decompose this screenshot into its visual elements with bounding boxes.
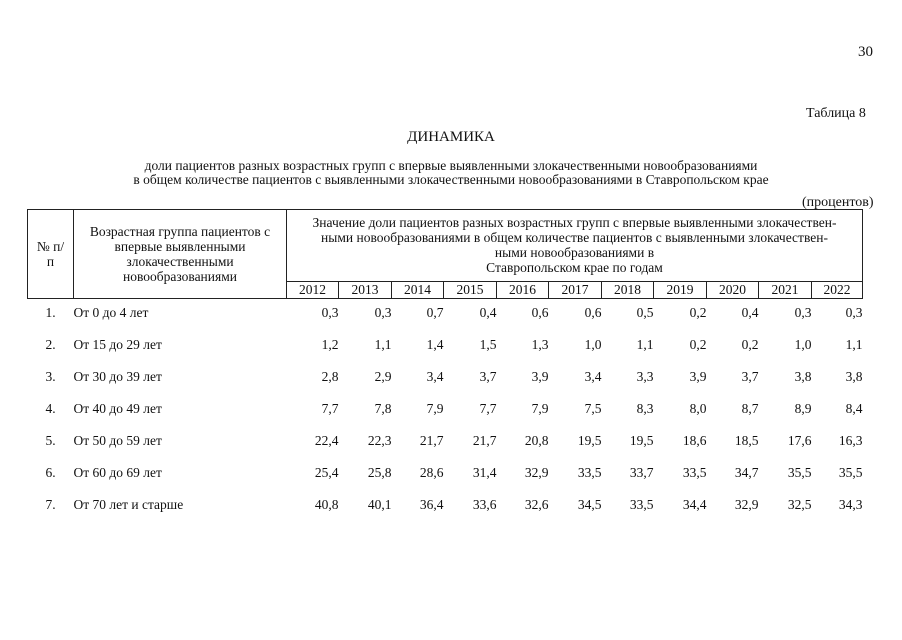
row-age-group-text: От 40 до 49 лет [73, 401, 162, 416]
value-cell-2020 [707, 491, 759, 523]
value-cell-2019 [654, 459, 707, 491]
value-text: 1,1 [636, 337, 654, 352]
value-cell-2022 [812, 427, 863, 459]
year-header-2012: 2012 [287, 281, 339, 298]
value-text: 0,6 [531, 305, 549, 320]
value-cell-2020 [707, 331, 759, 363]
value-text: 33,5 [577, 465, 602, 480]
page-number: 30 [858, 44, 873, 60]
value-cell-2018 [602, 395, 654, 427]
row-age-group [74, 395, 287, 427]
table-row [28, 427, 863, 459]
value-text: 32,9 [524, 465, 549, 480]
value-cell-2021 [759, 459, 812, 491]
value-text: 0,3 [845, 305, 863, 320]
value-cell-2015 [444, 395, 497, 427]
value-text: 1,1 [845, 337, 863, 352]
row-age-group [74, 299, 287, 332]
value-text: 8,7 [741, 401, 759, 416]
year-header-2017: 2017 [549, 281, 602, 298]
value-text: 28,6 [419, 465, 444, 480]
value-cell-2018 [602, 491, 654, 523]
units-label: (процентов) [802, 195, 874, 210]
table-body [28, 299, 863, 524]
value-cell-2014 [392, 459, 444, 491]
value-cell-2019 [654, 363, 707, 395]
year-header-2018: 2018 [602, 281, 654, 298]
value-cell-2021 [759, 299, 812, 332]
value-cell-2014 [392, 299, 444, 332]
value-cell-2018 [602, 459, 654, 491]
row-number-text: 4. [45, 401, 56, 416]
value-cell-2016 [497, 363, 549, 395]
value-cell-2015 [444, 491, 497, 523]
year-header-2014: 2014 [392, 281, 444, 298]
table-row [28, 299, 863, 332]
value-text: 31,4 [472, 465, 497, 480]
value-text: 7,8 [374, 401, 392, 416]
value-text: 0,4 [479, 305, 497, 320]
value-cell-2019 [654, 299, 707, 332]
value-text: 2,8 [321, 369, 339, 384]
header-value-line-4: Ставропольском крае по годам [486, 260, 663, 276]
value-cell-2019 [654, 491, 707, 523]
value-cell-2021 [759, 491, 812, 523]
value-text: 33,7 [629, 465, 654, 480]
value-text: 40,1 [367, 497, 392, 512]
value-text: 7,7 [321, 401, 339, 416]
subtitle-line-1: доли пациентов разных возрастных групп с впервые выявленными злокачественными новообразованиями [144, 158, 758, 173]
value-cell-2017 [549, 363, 602, 395]
value-text: 7,9 [426, 401, 444, 416]
value-cell-2013 [339, 459, 392, 491]
value-text: 0,3 [321, 305, 339, 320]
value-text: 22,4 [314, 433, 339, 448]
value-text: 0,2 [689, 305, 707, 320]
value-text: 3,9 [689, 369, 707, 384]
value-cell-2014 [392, 427, 444, 459]
value-cell-2015 [444, 363, 497, 395]
table-row [28, 459, 863, 491]
table-row [28, 491, 863, 523]
header-value-line-2: ными новообразованиями в общем количестве пациентов с выявленными злокачествен- [321, 230, 828, 246]
value-cell-2020 [707, 299, 759, 332]
value-cell-2012 [287, 331, 339, 363]
value-text: 21,7 [419, 433, 444, 448]
value-text: 33,5 [629, 497, 654, 512]
value-text: 35,5 [838, 465, 863, 480]
value-text: 3,9 [531, 369, 549, 384]
value-text: 7,9 [531, 401, 549, 416]
value-cell-2018 [602, 299, 654, 332]
table-row [28, 331, 863, 363]
value-cell-2015 [444, 331, 497, 363]
value-cell-2016 [497, 395, 549, 427]
value-text: 2,9 [374, 369, 392, 384]
year-header-2016: 2016 [497, 281, 549, 298]
value-cell-2021 [759, 363, 812, 395]
value-text: 1,0 [794, 337, 812, 352]
value-cell-2018 [602, 427, 654, 459]
year-header-2013: 2013 [339, 281, 392, 298]
value-text: 33,5 [682, 465, 707, 480]
value-text: 0,2 [741, 337, 759, 352]
subtitle-line-2: в общем количестве пациентов с выявленными злокачественными новообразованиями в Ставропольском крае [133, 172, 769, 187]
row-age-group [74, 459, 287, 491]
value-cell-2019 [654, 427, 707, 459]
row-age-group-text: От 15 до 29 лет [73, 337, 162, 352]
value-cell-2012 [287, 363, 339, 395]
value-cell-2017 [549, 491, 602, 523]
header-age-group-text: Возрастная группа пациентов с впервые выявленными злокачественными новообразованиями [89, 224, 271, 284]
header-number-text: № п/п [36, 239, 65, 269]
header-age-group [74, 210, 287, 299]
value-text: 3,8 [845, 369, 863, 384]
value-text: 0,3 [794, 305, 812, 320]
row-number [28, 459, 74, 491]
value-text: 3,4 [426, 369, 444, 384]
value-cell-2022 [812, 395, 863, 427]
value-cell-2022 [812, 331, 863, 363]
row-number-text: 1. [45, 305, 56, 320]
row-number [28, 363, 74, 395]
row-age-group-text: От 60 до 69 лет [73, 465, 162, 480]
row-age-group [74, 427, 287, 459]
header-value [287, 210, 863, 282]
row-age-group-text: От 50 до 59 лет [73, 433, 162, 448]
value-text: 33,6 [472, 497, 497, 512]
row-number-text: 2. [45, 337, 56, 352]
row-number-text: 5. [45, 433, 56, 448]
value-text: 1,3 [531, 337, 549, 352]
value-cell-2019 [654, 395, 707, 427]
value-cell-2016 [497, 299, 549, 332]
table-label: Таблица 8 [806, 106, 866, 121]
value-cell-2016 [497, 459, 549, 491]
value-text: 22,3 [367, 433, 392, 448]
table-row [28, 395, 863, 427]
value-text: 7,7 [479, 401, 497, 416]
value-cell-2021 [759, 331, 812, 363]
value-cell-2018 [602, 331, 654, 363]
value-text: 0,3 [374, 305, 392, 320]
value-text: 34,5 [577, 497, 602, 512]
row-number-text: 6. [45, 465, 56, 480]
value-cell-2017 [549, 331, 602, 363]
year-header-2019: 2019 [654, 281, 707, 298]
value-text: 0,5 [636, 305, 654, 320]
document-title-text: ДИНАМИКА [407, 129, 495, 145]
value-cell-2016 [497, 331, 549, 363]
value-text: 0,7 [426, 305, 444, 320]
value-text: 1,2 [321, 337, 339, 352]
document-title [0, 129, 902, 146]
value-text: 19,5 [629, 433, 654, 448]
value-cell-2013 [339, 491, 392, 523]
value-text: 3,7 [741, 369, 759, 384]
row-number [28, 427, 74, 459]
value-text: 0,4 [741, 305, 759, 320]
row-number-text: 7. [45, 497, 56, 512]
row-age-group-text: От 30 до 39 лет [73, 369, 162, 384]
value-text: 7,5 [584, 401, 602, 416]
value-text: 0,2 [689, 337, 707, 352]
row-number [28, 331, 74, 363]
value-text: 8,3 [636, 401, 654, 416]
value-cell-2022 [812, 491, 863, 523]
value-cell-2021 [759, 427, 812, 459]
value-text: 1,1 [374, 337, 392, 352]
statistics-table [27, 209, 863, 523]
value-text: 3,3 [636, 369, 654, 384]
value-text: 8,0 [689, 401, 707, 416]
value-cell-2013 [339, 331, 392, 363]
value-text: 3,7 [479, 369, 497, 384]
year-header-2015: 2015 [444, 281, 497, 298]
header-number [28, 210, 74, 299]
value-text: 18,6 [682, 433, 707, 448]
value-cell-2018 [602, 363, 654, 395]
value-cell-2022 [812, 363, 863, 395]
row-age-group [74, 331, 287, 363]
value-text: 34,4 [682, 497, 707, 512]
value-cell-2012 [287, 395, 339, 427]
value-cell-2014 [392, 491, 444, 523]
value-text: 1,0 [584, 337, 602, 352]
value-cell-2020 [707, 395, 759, 427]
row-number-text: 3. [45, 369, 56, 384]
value-cell-2020 [707, 459, 759, 491]
value-text: 32,9 [734, 497, 759, 512]
header-value-line-1: Значение доли пациентов разных возрастных групп с впервые выявленными злокачествен- [312, 215, 837, 231]
row-number [28, 299, 74, 332]
value-cell-2013 [339, 299, 392, 332]
value-cell-2017 [549, 395, 602, 427]
value-cell-2013 [339, 395, 392, 427]
value-text: 3,8 [794, 369, 812, 384]
value-text: 25,8 [367, 465, 392, 480]
value-cell-2017 [549, 459, 602, 491]
value-cell-2015 [444, 427, 497, 459]
value-text: 34,7 [734, 465, 759, 480]
year-header-2022: 2022 [812, 281, 863, 298]
value-cell-2017 [549, 427, 602, 459]
value-cell-2021 [759, 395, 812, 427]
value-text: 35,5 [787, 465, 812, 480]
year-header-2020: 2020 [707, 281, 759, 298]
value-text: 16,3 [838, 433, 863, 448]
value-cell-2016 [497, 491, 549, 523]
year-header-2021: 2021 [759, 281, 812, 298]
value-text: 1,4 [426, 337, 444, 352]
value-cell-2020 [707, 363, 759, 395]
value-text: 25,4 [314, 465, 339, 480]
value-text: 18,5 [734, 433, 759, 448]
value-cell-2013 [339, 427, 392, 459]
row-age-group [74, 363, 287, 395]
value-cell-2022 [812, 459, 863, 491]
value-text: 8,4 [845, 401, 863, 416]
header-value-line-3: ными новообразованиями в [494, 245, 655, 261]
value-cell-2013 [339, 363, 392, 395]
row-age-group-text: От 0 до 4 лет [73, 305, 149, 320]
value-text: 32,6 [524, 497, 549, 512]
value-cell-2022 [812, 299, 863, 332]
row-age-group-text: От 70 лет и старше [73, 497, 184, 512]
value-cell-2012 [287, 491, 339, 523]
value-text: 0,6 [584, 305, 602, 320]
row-age-group [74, 491, 287, 523]
table-row [28, 363, 863, 395]
value-text: 20,8 [524, 433, 549, 448]
value-cell-2017 [549, 299, 602, 332]
value-text: 17,6 [787, 433, 812, 448]
value-text: 19,5 [577, 433, 602, 448]
value-cell-2014 [392, 363, 444, 395]
value-text: 36,4 [419, 497, 444, 512]
row-number [28, 491, 74, 523]
value-cell-2012 [287, 427, 339, 459]
value-text: 34,3 [838, 497, 863, 512]
value-cell-2015 [444, 299, 497, 332]
value-cell-2016 [497, 427, 549, 459]
value-cell-2015 [444, 459, 497, 491]
value-text: 32,5 [787, 497, 812, 512]
value-text: 40,8 [314, 497, 339, 512]
value-text: 1,5 [479, 337, 497, 352]
value-cell-2014 [392, 331, 444, 363]
value-cell-2020 [707, 427, 759, 459]
row-number [28, 395, 74, 427]
value-cell-2012 [287, 299, 339, 332]
value-cell-2014 [392, 395, 444, 427]
value-text: 3,4 [584, 369, 602, 384]
value-text: 21,7 [472, 433, 497, 448]
value-cell-2019 [654, 331, 707, 363]
value-cell-2012 [287, 459, 339, 491]
value-text: 8,9 [794, 401, 812, 416]
